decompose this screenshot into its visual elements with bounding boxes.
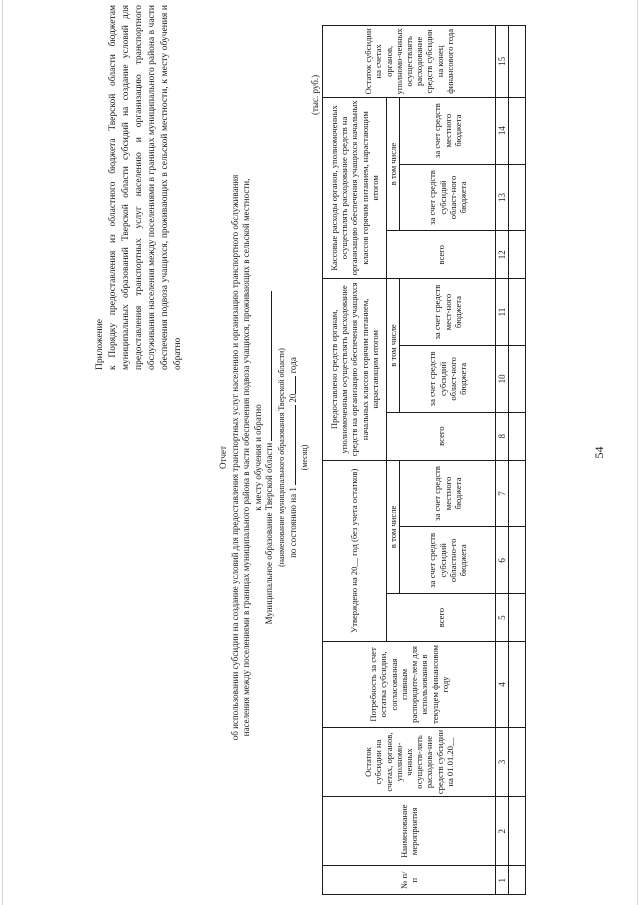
- col-no-header: № п/ п: [323, 866, 496, 895]
- column-number-row: [496, 26, 509, 895]
- col-number: 10: [496, 345, 509, 412]
- municipality-label: Муниципальное образование Тверской области: [264, 442, 275, 625]
- empty-cell: [509, 727, 526, 796]
- approved-local-header: за счет средств местного бюджета: [400, 460, 496, 527]
- municipality-blank: [271, 291, 272, 441]
- empty-cell: [509, 412, 526, 460]
- cash-regional-header: за счет средств субсидий област-ного бюджета: [400, 164, 496, 231]
- cash-local-header: за счет средств местного бюджета: [400, 97, 496, 164]
- month-blank: [295, 405, 296, 485]
- provided-local-header: за счет средств мест-ного бюджета: [400, 279, 496, 346]
- col-number: 4: [496, 641, 509, 727]
- report-table: [322, 25, 526, 895]
- approved-total-header: всего: [387, 594, 496, 642]
- col-number: 11: [496, 279, 509, 346]
- empty-cell: [509, 460, 526, 527]
- col-balance-end-header: Остаток субсидии на счетах органов, уполномо-ченных осуществлять расходование средств субсидии на конец финансового года: [323, 26, 496, 98]
- header-row-1: [323, 26, 387, 895]
- year-blank: [295, 376, 296, 394]
- empty-cell: [509, 164, 526, 231]
- municipality-line: [264, 70, 276, 845]
- report-line-1: об использовании субсидии на создание условий для предоставления транспортных услуг населению и организацию транспортного обслуживания: [229, 174, 240, 741]
- year-suffix: года: [287, 357, 298, 374]
- col-number: 5: [496, 594, 509, 642]
- col-name-header: Наименование мероприятия: [323, 797, 496, 866]
- month-note: (месяц): [300, 444, 310, 471]
- col-number: 7: [496, 460, 509, 527]
- cash-total-header: всего: [387, 231, 496, 279]
- col-balance-start-header: Остаток субсидии на счетах, органов, уполномо-ченных осуществ-лять расходова-ние средств субсидии на 01.01.20__: [323, 727, 496, 796]
- col-number: 12: [496, 231, 509, 279]
- col-number: 1: [496, 866, 509, 895]
- appendix-text: к Порядку предоставления из областного бюджета Тверской области бюджетам муниципальных образований Тверской области субсидий на создание условий для предоставления транспортных услуг населению и организацию транспортного обслуживания населения между поселениями в границах муниципального района в части обеспечения подвоза учащихся, проживающих в сельской местности, к месту обучения и обратно: [108, 5, 183, 370]
- empty-cell: [509, 641, 526, 727]
- empty-cell: [509, 866, 526, 895]
- col-provided-header: Предоставлено средств органам, уполномоченным осуществлять расходование средств на организацию обеспечения учащихся начальных классов горячим питанием, нарастающим итогом: [323, 279, 387, 460]
- empty-cell: [509, 797, 526, 866]
- col-number: 14: [496, 97, 509, 164]
- municipality-note: (наименование муниципального образования Тверской области): [276, 348, 286, 567]
- col-cash-header: Кассовые расходы органов, уполномоченных осуществлять расходование средств на организацию обеспечения учащихся начальных классов горячим питанием, нарастающим итогом: [323, 97, 387, 278]
- empty-cell: [509, 97, 526, 164]
- report-title: Отчет: [218, 446, 228, 469]
- empty-cell: [509, 527, 526, 594]
- year-prefix: 20: [287, 393, 298, 403]
- empty-cell: [509, 26, 526, 98]
- approved-regional-header: за счет средств субсидий областно-го бюджета: [400, 527, 496, 594]
- approved-including-header: в том числе: [387, 460, 400, 594]
- appendix-block: [94, 5, 185, 370]
- empty-cell: [509, 279, 526, 346]
- as-of-prefix: по состоянию на 1: [287, 487, 298, 558]
- appendix-title: Приложение: [95, 319, 105, 370]
- col-need-header: Потребность за счет остатка субсидии, согласованная главным распорядите-лем для использования в текущем финансовом году: [323, 641, 496, 727]
- as-of-line: [288, 70, 300, 845]
- provided-including-header: в том числе: [387, 279, 400, 413]
- col-approved-header: Утверждено на 20__ год (без учета остатков): [323, 460, 387, 641]
- col-number: 15: [496, 26, 509, 98]
- report-line-2: населения между поселениями в границах муниципального района в части обеспечения подвоза учащихся, проживающих в сельской местности,: [241, 178, 252, 737]
- unit-label: (тыс. руб.): [310, 74, 320, 115]
- col-number: 2: [496, 797, 509, 866]
- empty-cell: [509, 345, 526, 412]
- provided-regional-header: за счет средств субсидий област-ного бюджета: [400, 345, 496, 412]
- table-row: [509, 26, 526, 895]
- page-number: 54: [592, 446, 606, 459]
- empty-cell: [509, 231, 526, 279]
- empty-cell: [509, 594, 526, 642]
- col-number: 6: [496, 527, 509, 594]
- col-number: 3: [496, 727, 509, 796]
- provided-total-header: всего: [387, 412, 496, 460]
- report-heading: [218, 70, 311, 845]
- cash-including-header: в том числе: [387, 97, 400, 231]
- col-number: 8: [496, 412, 509, 460]
- col-number: 13: [496, 164, 509, 231]
- report-line-3: к месту обучения и обратно: [252, 404, 263, 511]
